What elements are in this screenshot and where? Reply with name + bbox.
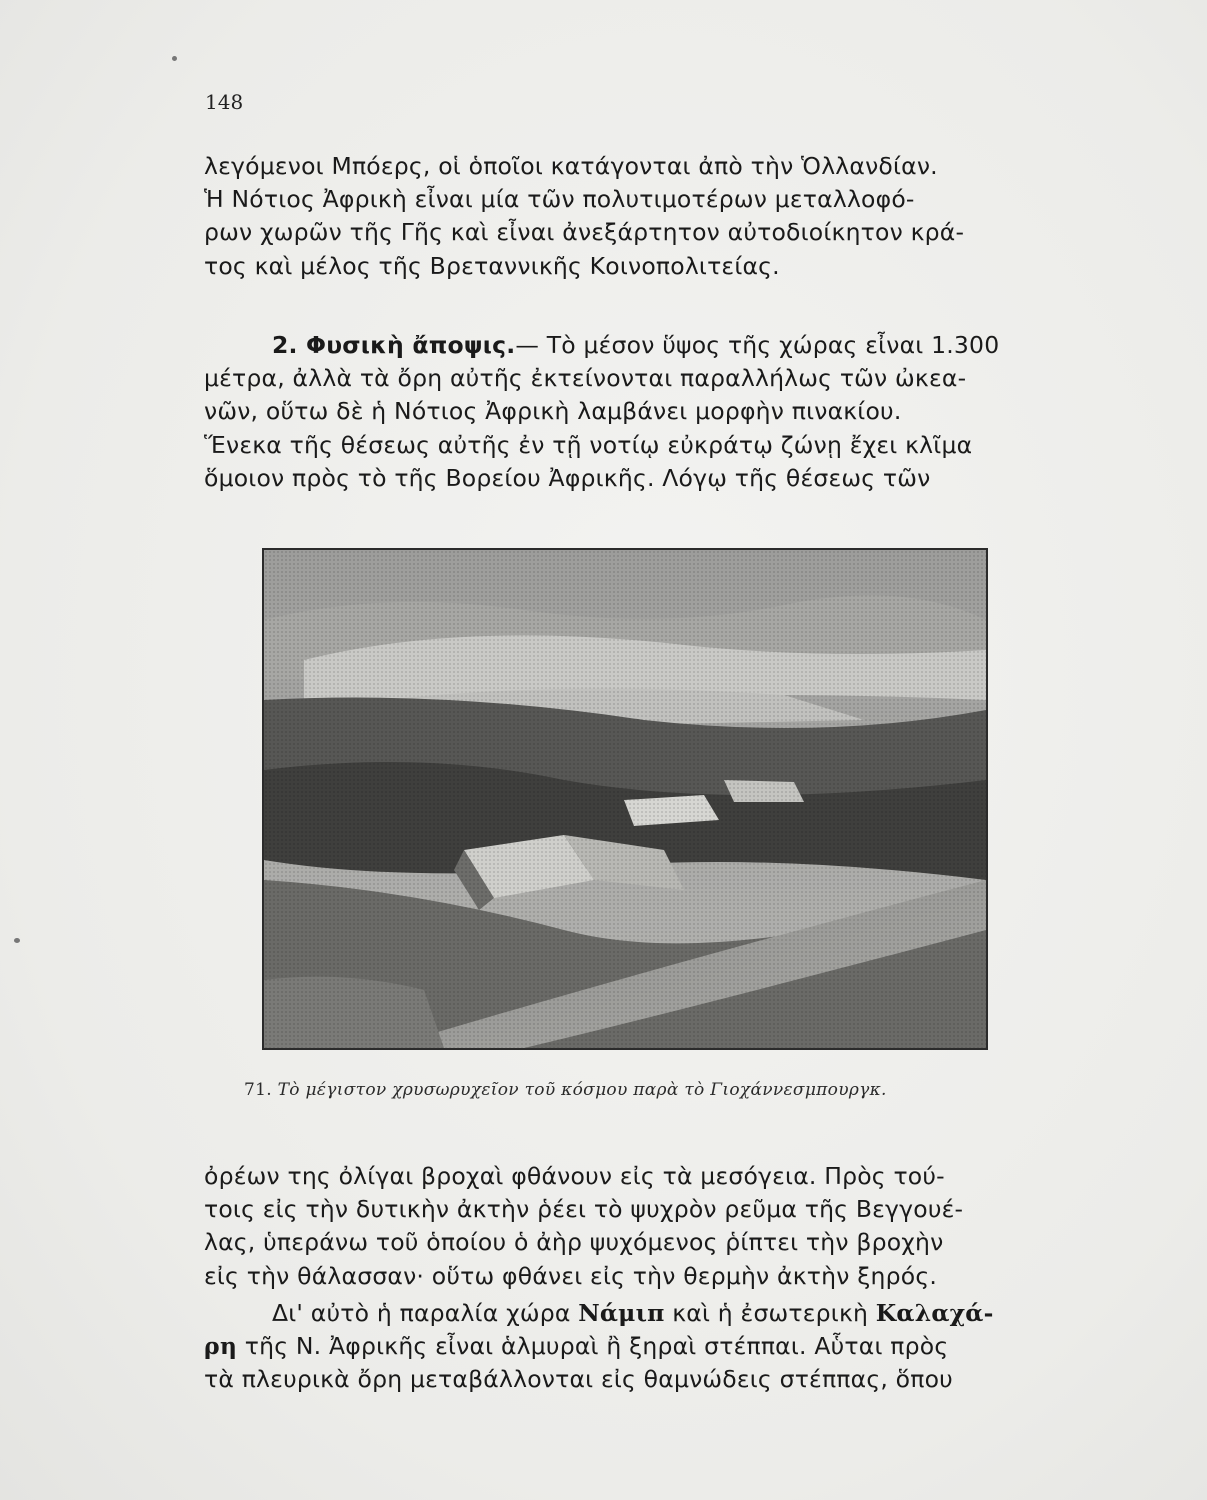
text-line <box>204 1330 1044 1363</box>
place-name-namib: Νάμιπ <box>578 1298 665 1327</box>
section-physical-aspect <box>204 329 1044 495</box>
text-line: Ἕνεκα τῆς θέσεως αὐτῆς ἐν τῇ νοτίῳ εὐκράτῳ ζώνῃ ἔχει κλῖμα <box>204 430 973 459</box>
text-line: ρων χωρῶν τῆς Γῆς καὶ εἶναι ἀνεξάρτητον αὐτοδιοίκητον κρά- <box>204 218 965 247</box>
text-line: νῶν, οὕτω δὲ ἡ Νότιος Ἀφρικὴ λαμβάνει μορφὴν πινακίου. <box>204 397 902 426</box>
paragraph-intro <box>204 150 1044 283</box>
text-line: τος καὶ μέλος τῆς Βρεταννικῆς Κοινοπολιτείας. <box>204 251 780 280</box>
text-line: ὀρέων της ὀλίγαι βροχαὶ φθάνουν εἰς τὰ μεσόγεια. Πρὸς τού- <box>204 1162 945 1190</box>
text-fragment: τῆς Ν. Ἀφρικῆς εἶναι ἁλμυραὶ ἢ ξηραὶ στέππαι. Αὗται πρὸς <box>237 1332 949 1361</box>
text-line: λας, ὑπεράνω τοῦ ὁποίου ὁ ἀὴρ ψυχόμενος ῥίπτει τὴν βροχὴν <box>204 1228 944 1257</box>
paragraph-climate <box>204 1160 1044 1396</box>
figure-caption <box>244 1080 887 1100</box>
text-line: τοις εἰς τὴν δυτικὴν ἀκτὴν ῥέει τὸ ψυχρὸν ρεῦμα τῆς Βεγγουέ- <box>204 1195 964 1224</box>
dust-speck <box>14 938 20 943</box>
figure-number: 71. <box>244 1080 272 1100</box>
place-name-kalahari: Καλαχά- <box>875 1298 994 1327</box>
text-line: εἰς τὴν θάλασσαν· οὕτω φθάνει εἰς τὴν θερμὴν ἀκτὴν ξηρός. <box>204 1261 937 1290</box>
text-line: ὅμοιον πρὸς τὸ τῆς Βορείου Ἀφρικῆς. Λόγῳ τῆς θέσεως τῶν <box>204 463 931 492</box>
text-line: μέτρα, ἀλλὰ τὰ ὄρη αὐτῆς ἐκτείνονται παραλλήλως τῶν ὠκεα- <box>204 364 967 393</box>
caption-text: Τὸ μέγιστον χρυσωρυχεῖον τοῦ κόσμου παρὰ τὸ Γιοχάννεσμπουργκ. <box>277 1080 887 1100</box>
text-fragment: — Τὸ μέσον ὕψος τῆς χώρας εἶναι 1.300 <box>515 331 1000 359</box>
dust-speck <box>172 56 177 61</box>
text-line <box>204 1297 1044 1330</box>
text-line: Ἡ Νότιος Ἀφρικὴ εἶναι μία τῶν πολυτιμοτέρων μεταλλοφό- <box>204 185 915 214</box>
text-line <box>204 329 1044 362</box>
place-name-kalahari-end: ρη <box>204 1332 238 1361</box>
text-fragment: καὶ ἡ ἐσωτερικὴ <box>664 1298 876 1327</box>
mine-photograph <box>262 548 988 1050</box>
text-line: τὰ πλευρικὰ ὄρη μεταβάλλονται εἰς θαμνώδεις στέππας, ὅπου <box>204 1365 953 1394</box>
text-fragment: Δι' αὐτὸ ἡ παραλία χώρα <box>272 1298 579 1327</box>
text-line: λεγόμενοι Μπόερς, οἱ ὁποῖοι κατάγονται ἀπὸ τὴν Ὁλλανδίαν. <box>204 152 938 180</box>
bleed-through-texture <box>1040 110 1190 1410</box>
section-heading: 2. Φυσικὴ ἄποψις. <box>272 331 516 359</box>
page-number: 148 <box>205 90 244 114</box>
landscape-illustration <box>264 550 986 1048</box>
